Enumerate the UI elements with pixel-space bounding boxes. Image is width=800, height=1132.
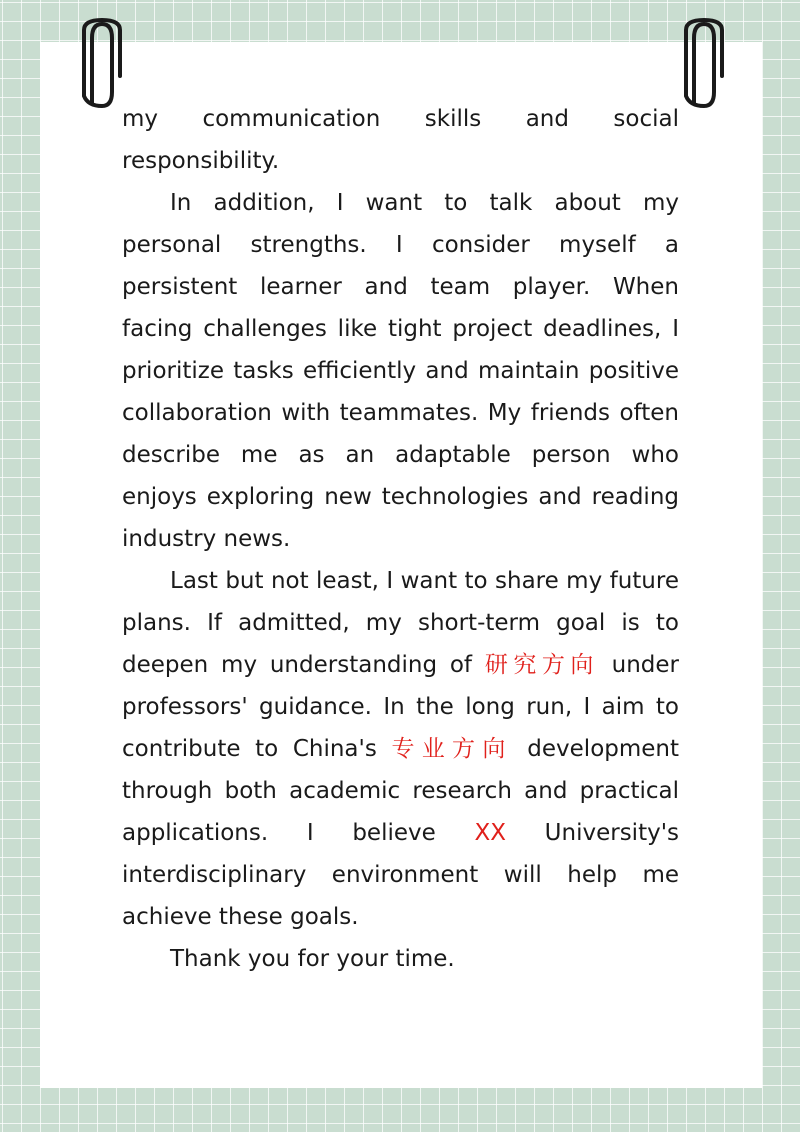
future-plans-text-3: development through both academic research and practical applications. I believe xyxy=(122,736,680,846)
paragraph-thank-you: Thank you for your time. xyxy=(170,946,455,972)
paperclip-left-icon xyxy=(76,16,128,114)
paragraph-continuation-end: responsibility. xyxy=(122,148,280,174)
future-plans-text-1: Last but not least, I want to share my future plans. If admitted, my short-term goal is to deepen my understanding of xyxy=(122,568,679,678)
document-body xyxy=(122,98,679,980)
paragraph-continuation-line: my communication skills and social xyxy=(122,106,679,132)
future-plans-text-4: University's interdisciplinary environment will help me achieve these goals. xyxy=(122,820,680,930)
placeholder-university-name: XX xyxy=(474,820,506,846)
paperclip-right-icon xyxy=(678,16,730,114)
future-plans-text-2: under professors' guidance. In the long run, I aim to contribute to China's xyxy=(122,652,680,762)
paragraph-future-plans xyxy=(122,560,679,938)
paragraph-strengths: In addition, I want to talk about my personal strengths. I consider myself a persistent learner and team player. When facing challenges like tight project deadlines, I prioritize tasks efficiently and maintain positive collaboration with teammates. My friends often describe me as an adaptable person who enjoys exploring new technologies and reading industry news. xyxy=(122,190,679,552)
placeholder-research-direction: 研究方向 xyxy=(484,652,599,678)
placeholder-major-direction: 专业方向 xyxy=(391,736,513,762)
